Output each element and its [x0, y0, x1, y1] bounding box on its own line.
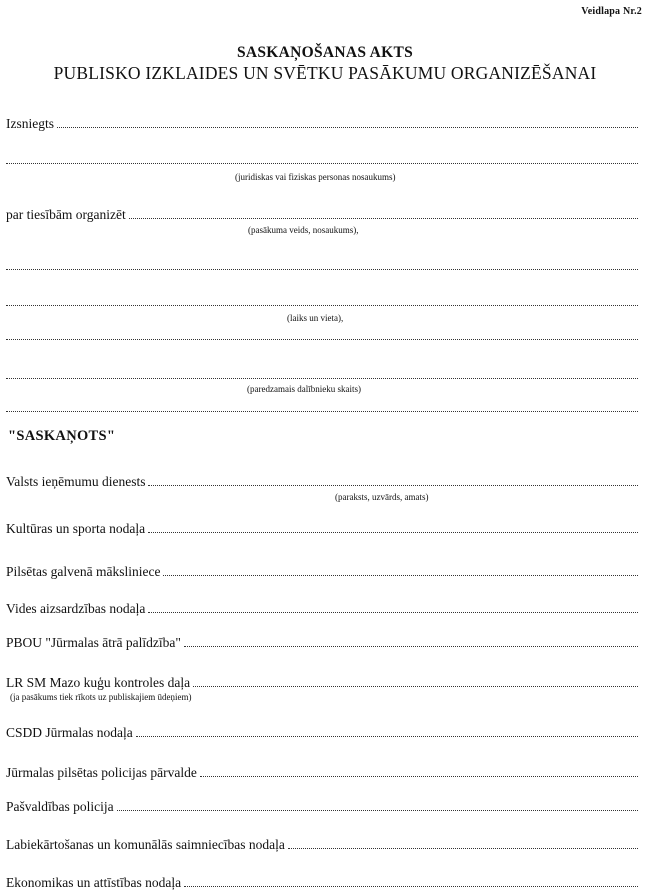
approval-dotted-line: [200, 776, 638, 777]
time-place-dotted-line-2: [6, 339, 638, 340]
time-place-field[interactable]: [6, 292, 638, 310]
approval-line-boats[interactable]: [6, 673, 638, 691]
approval-line-police-dept[interactable]: [6, 763, 638, 781]
approval-label: Labiekārtošanas un komunālās saimniecības nodaļa: [6, 837, 285, 852]
time-place-hint: (laiks un vieta),: [287, 313, 344, 323]
approval-line-vid[interactable]: [6, 472, 638, 490]
approval-label: Pašvaldības policija: [6, 799, 114, 814]
approval-line-economics[interactable]: [6, 873, 638, 891]
approval-label: CSDD Jūrmalas nodaļa: [6, 725, 133, 740]
participants-dotted-line: [6, 378, 638, 379]
participants-hint: (paredzamais dalībnieku skaits): [247, 384, 361, 394]
participants-field-continuation[interactable]: [6, 398, 638, 416]
approval-line-artist[interactable]: [6, 562, 638, 580]
approval-line-utilities[interactable]: [6, 835, 638, 853]
approval-dotted-line: [117, 810, 638, 811]
approval-line-municipal-police[interactable]: [6, 797, 638, 815]
approval-label: PBOU "Jūrmalas ātrā palīdzība": [6, 635, 181, 650]
rights-field[interactable]: [6, 205, 638, 223]
approval-dotted-line: [148, 532, 638, 533]
boat-note: (ja pasākums tiek rīkots uz publiskajiem ūdeņiem): [10, 692, 192, 702]
approval-heading: "SASKAŅOTS": [8, 428, 116, 444]
approval-dotted-line: [184, 646, 638, 647]
approval-label: Pilsētas galvenā māksliniece: [6, 564, 161, 579]
issued-field[interactable]: [6, 114, 638, 132]
form-number: Veidlapa Nr.2: [581, 6, 642, 17]
rights-hint: (pasākuma veids, nosaukums),: [248, 225, 359, 235]
approval-label: LR SM Mazo kuģu kontroles daļa: [6, 675, 191, 690]
rights-dotted-line-2: [6, 269, 638, 270]
approval-line-culture[interactable]: [6, 519, 638, 537]
time-place-field-continuation[interactable]: [6, 326, 638, 344]
approval-dotted-line: [136, 736, 638, 737]
approval-label: Ekonomikas un attīstības nodaļa: [6, 875, 182, 890]
approval-dotted-line: [148, 485, 638, 486]
rights-field-continuation[interactable]: [6, 256, 638, 274]
approval-dotted-line: [184, 886, 638, 887]
approval-dotted-line: [193, 686, 638, 687]
approval-label: Valsts ieņēmumu dienests: [6, 474, 146, 489]
signature-hint: (paraksts, uzvārds, amats): [335, 492, 429, 502]
rights-dotted-line: [129, 218, 638, 219]
issued-field-continuation[interactable]: [6, 150, 638, 168]
participants-dotted-line-2: [6, 411, 638, 412]
rights-label: par tiesībām organizēt: [6, 207, 126, 222]
participants-field[interactable]: [6, 365, 638, 383]
document-title: SASKAŅOŠANAS AKTS: [236, 44, 414, 61]
approval-line-ambulance[interactable]: [6, 633, 638, 651]
approval-line-environment[interactable]: [6, 599, 638, 617]
document-subtitle: PUBLISKO IZKLAIDES UN SVĒTKU PASĀKUMU ORGANIZĒŠANAI: [53, 63, 597, 83]
issued-dotted-line-2: [6, 163, 638, 164]
issued-label: Izsniegts: [6, 116, 54, 131]
issued-hint: (juridiskas vai fiziskas personas nosaukums): [235, 172, 396, 182]
approval-label: Jūrmalas pilsētas policijas pārvalde: [6, 765, 197, 780]
time-place-dotted-line: [6, 305, 638, 306]
approval-label: Vides aizsardzības nodaļa: [6, 601, 146, 616]
issued-dotted-line: [57, 127, 638, 128]
approval-dotted-line: [163, 575, 638, 576]
approval-dotted-line: [148, 612, 638, 613]
approval-label: Kultūras un sporta nodaļa: [6, 521, 146, 536]
approval-line-csdd[interactable]: [6, 723, 638, 741]
approval-dotted-line: [288, 848, 638, 849]
